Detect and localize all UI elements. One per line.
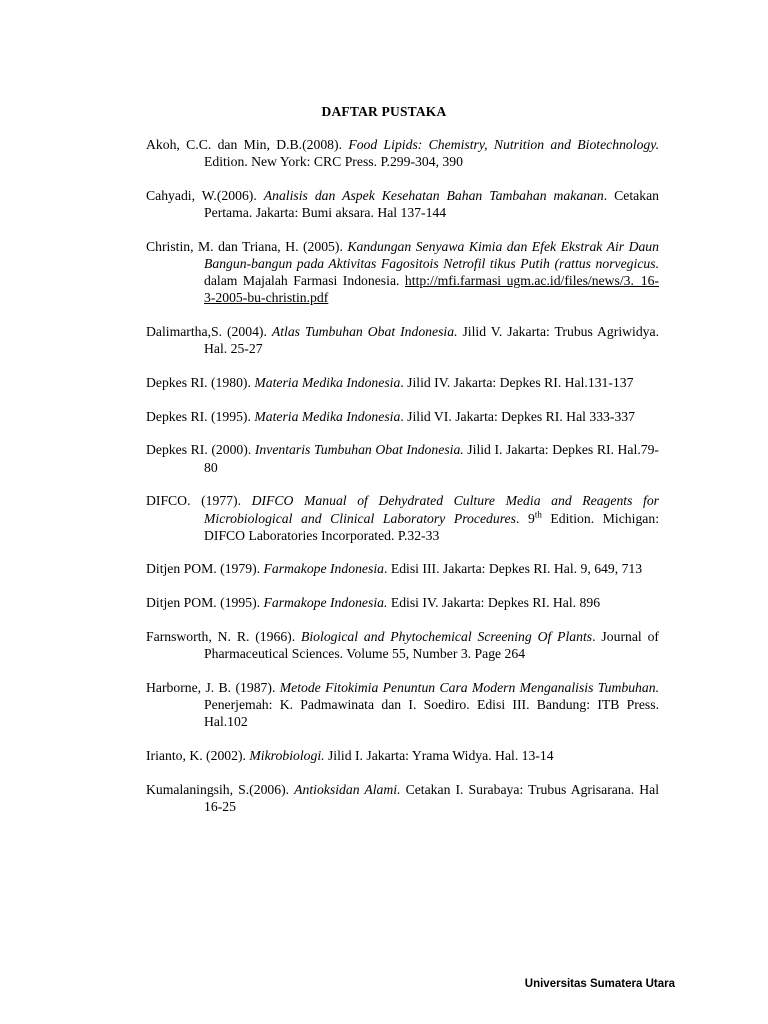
reference-entry <box>146 408 659 425</box>
reference-details: Jilid V. Jakarta: Trubus Agriwidya. Hal. 25-27 <box>204 324 660 357</box>
reference-title: Antioksidan Alami. <box>294 781 401 797</box>
reference-title: Atlas Tumbuhan Obat Indonesia. <box>271 324 458 340</box>
reference-details: . 9 <box>515 510 535 526</box>
reference-title: Materia Medika Indonesia <box>254 375 401 391</box>
reference-author-year: Dalimartha,S. (2004). <box>146 324 272 340</box>
reference-entry <box>146 187 659 221</box>
reference-title: Kandungan Senyawa Kimia dan Efek Ekstrak Air Daun Bangun-bangun pada Aktivitas Fagositois Netrofil tikus Putih (rattus norvegicus. <box>204 238 659 272</box>
reference-entry <box>146 781 659 815</box>
reference-details: . Edisi III. Jakarta: Depkes RI. Hal. 9, 649, 713 <box>384 561 643 577</box>
reference-author-year: Farnsworth, N. R. (1966). <box>146 628 302 644</box>
reference-entry <box>146 560 659 577</box>
reference-details: dalam Majalah Farmasi Indonesia. <box>204 273 405 289</box>
reference-entry <box>146 136 659 170</box>
reference-author-year: Depkes RI. (1995). <box>146 408 255 424</box>
reference-link[interactable]: http://mfi.farmasi ugm.ac.id/files/news/3._16-3-2005-bu-christin.pdf <box>204 273 660 306</box>
reference-title: Farmakope Indonesia. <box>263 595 388 611</box>
reference-title: Inventaris Tumbuhan Obat Indonesia. <box>254 442 464 458</box>
reference-author-year: Irianto, K. (2002). <box>146 747 250 763</box>
reference-details: Penerjemah: K. Padmawinata dan I. Soediro. Edisi III. Bandung: ITB Press. Hal.102 <box>204 696 659 730</box>
reference-entry <box>146 628 659 662</box>
reference-details: Cetakan I. Surabaya: Trubus Agrisarana. Hal 16-25 <box>204 781 660 814</box>
reference-entry <box>146 679 659 731</box>
reference-author-year: Ditjen POM. (1995). <box>146 595 264 611</box>
reference-entry <box>146 492 659 544</box>
reference-entry <box>146 323 659 357</box>
reference-superscript: th <box>534 508 542 519</box>
reference-entry <box>146 238 659 307</box>
reference-author-year: Depkes RI. (1980). <box>146 375 255 391</box>
reference-details: Edition. New York: CRC Press. P.299-304, 390 <box>204 154 463 170</box>
page-title: DAFTAR PUSTAKA <box>321 104 447 119</box>
reference-author-year: Akoh, C.C. dan Min, D.B.(2008). <box>146 137 349 152</box>
reference-list <box>146 136 659 831</box>
reference-details: . Jilid VI. Jakarta: Depkes RI. Hal 333-337 <box>400 408 635 424</box>
reference-author-year: Depkes RI. (2000). <box>146 442 255 458</box>
reference-details: Jilid I. Jakarta: Yrama Widya. Hal. 13-14 <box>324 747 554 763</box>
reference-entry <box>146 747 659 764</box>
reference-details: Jilid I. Jakarta: Depkes RI. Hal.79-80 <box>204 442 659 475</box>
reference-title: Materia Medika Indonesia <box>254 408 401 424</box>
reference-details: Edisi IV. Jakarta: Depkes RI. Hal. 896 <box>387 595 601 611</box>
reference-entry <box>146 374 659 391</box>
reference-author-year: Cahyadi, W.(2006). <box>146 187 264 203</box>
reference-details: . Journal of Pharmaceutical Sciences. Volume 55, Number 3. Page 264 <box>204 628 659 662</box>
reference-author-year: DIFCO. (1977). <box>146 493 252 509</box>
reference-details: . Jilid IV. Jakarta: Depkes RI. Hal.131-137 <box>400 375 634 391</box>
footer-institution: Universitas Sumatera Utara <box>524 978 675 990</box>
reference-entry <box>146 594 659 611</box>
reference-author-year: Harborne, J. B. (1987). <box>146 679 280 695</box>
reference-details-continued: Edition. Michigan: DIFCO Laboratories Incorporated. P.32-33 <box>204 510 660 543</box>
reference-title: Mikrobiologi. <box>249 747 325 763</box>
reference-title: Metode Fitokimia Penuntun Cara Modern Menganalisis Tumbuhan. <box>279 679 659 695</box>
reference-details: . Cetakan Pertama. Jakarta: Bumi aksara. Hal 137-144 <box>204 187 659 221</box>
reference-title: DIFCO Manual of Dehydrated Culture Media and Reagents for Microbiological and Clinical Laboratory Procedures <box>204 493 660 526</box>
reference-author-year: Christin, M. dan Triana, H. (2005). <box>146 238 348 254</box>
reference-author-year: Kumalaningsih, S.(2006). <box>146 781 295 797</box>
reference-author-year: Ditjen POM. (1979). <box>146 561 264 577</box>
reference-title: Analisis dan Aspek Kesehatan Bahan Tambahan makanan <box>263 187 604 203</box>
reference-title: Food Lipids: Chemistry, Nutrition and Biotechnology. <box>348 137 659 152</box>
reference-title: Farmakope Indonesia <box>263 561 384 577</box>
reference-entry <box>146 441 659 475</box>
reference-title: Biological and Phytochemical Screening Of Plants <box>301 628 593 644</box>
